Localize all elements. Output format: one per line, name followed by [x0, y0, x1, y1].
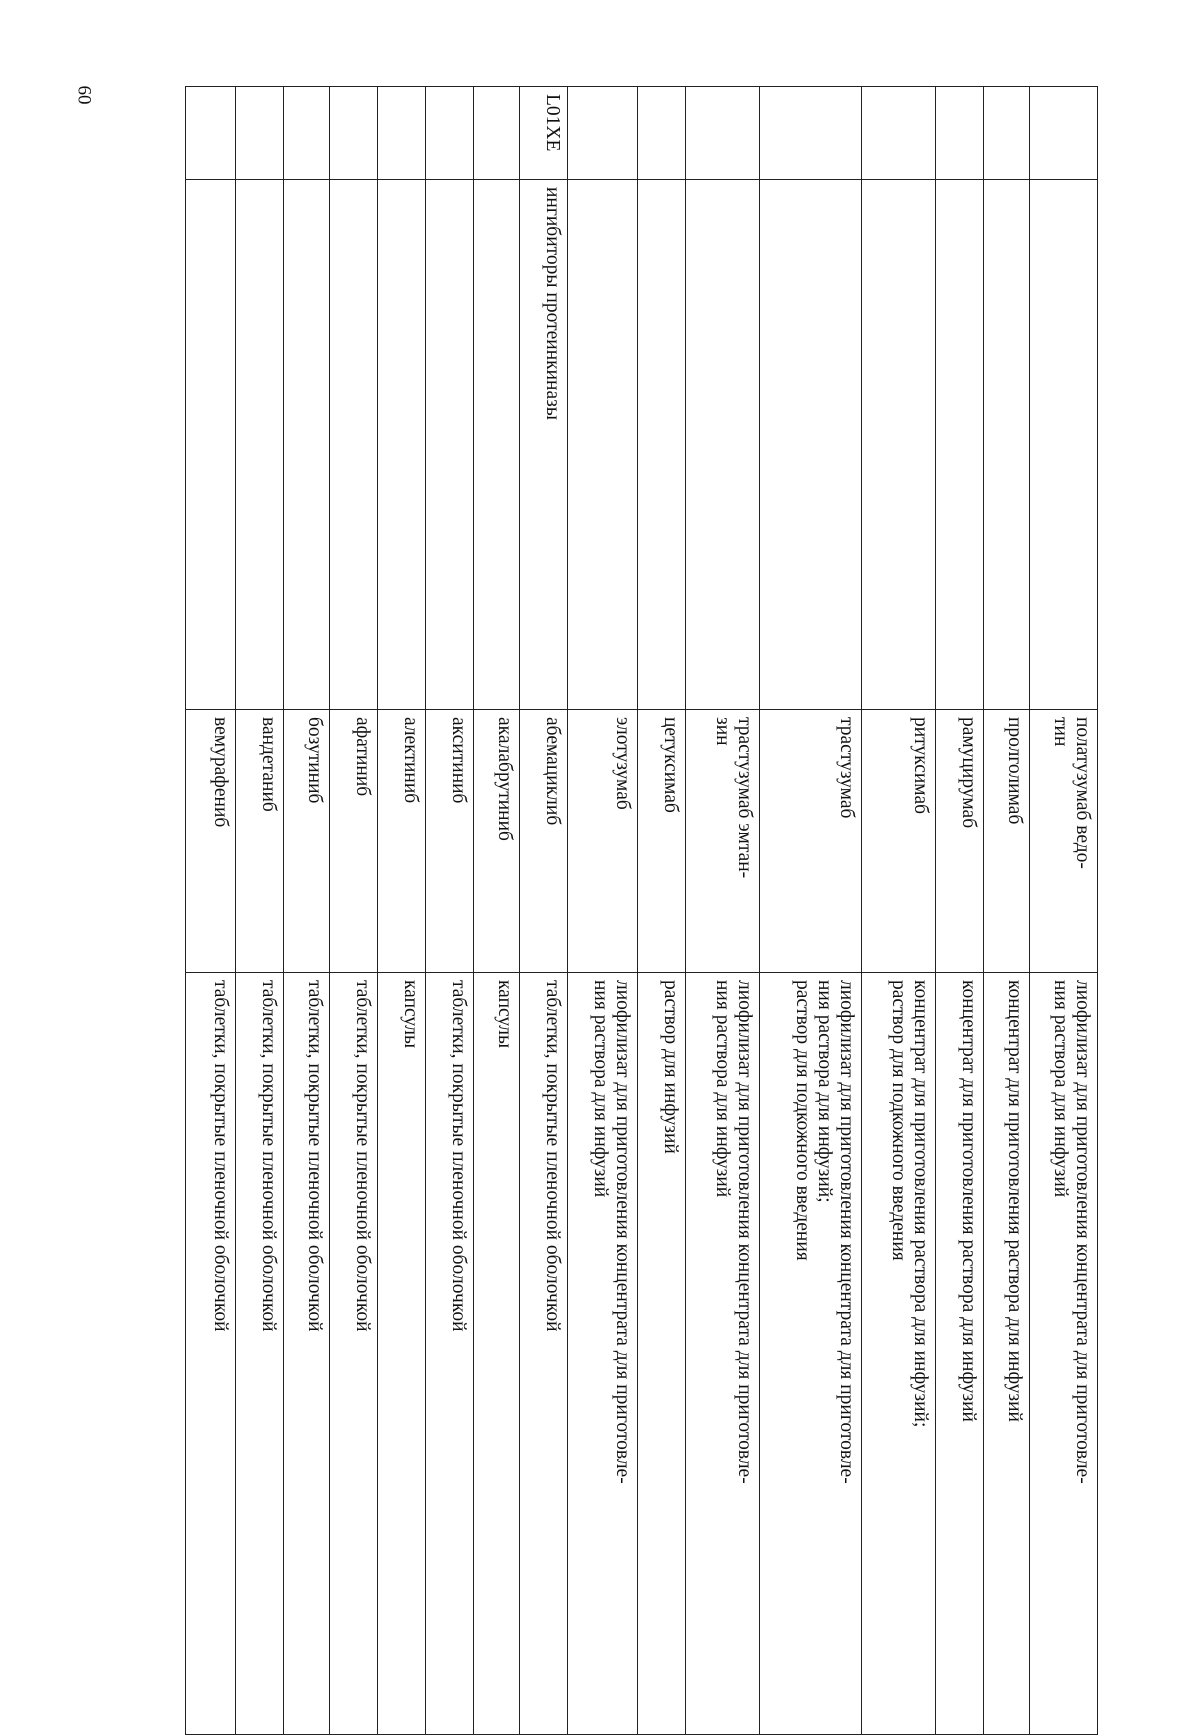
drug-name-cell-text: акалабрутиниб: [494, 717, 515, 841]
dosage-form-cell-text: концентрат для приготовления раствора для инфузий: [958, 980, 979, 1422]
drug-name-cell-text: акситиниб: [448, 717, 469, 804]
drug-name-cell: [284, 710, 330, 973]
drug-name-cell: [686, 710, 760, 973]
page-number: 60: [73, 85, 95, 105]
atc-code-cell: [474, 87, 520, 180]
dosage-form-cell: [284, 973, 330, 1735]
drug-name-cell: [568, 710, 638, 973]
atc-code-cell: [330, 87, 378, 180]
pharm-group-cell: [426, 180, 474, 710]
table-row: [186, 87, 236, 1735]
drug-name-cell-text: абемациклиб: [542, 717, 563, 826]
table-row: [520, 87, 568, 1735]
pharm-group-cell: [638, 180, 686, 710]
dosage-form-cell: [568, 973, 638, 1735]
drug-name-cell-text: полатузумаб ведо- тин: [1050, 717, 1093, 869]
atc-code-cell: [760, 87, 862, 180]
table-row: [936, 87, 984, 1735]
atc-code-cell: [686, 87, 760, 180]
atc-code-cell: [236, 87, 284, 180]
drug-name-cell: [520, 710, 568, 973]
dosage-form-cell-text: капсулы: [494, 980, 515, 1049]
drug-name-cell-text: алектиниб: [400, 717, 421, 804]
dosage-form-cell-text: таблетки, покрытые пленочной оболочкой: [304, 980, 325, 1332]
drug-name-cell: [862, 710, 936, 973]
drug-name-cell-text: пролголимаб: [1004, 717, 1025, 825]
drug-name-cell: [236, 710, 284, 973]
dosage-form-cell: [686, 973, 760, 1735]
atc-code-cell: [1030, 87, 1098, 180]
drug-name-cell-text: вемурафениб: [210, 717, 231, 828]
rotated-page-content: [95, 86, 1098, 1678]
table-row: [378, 87, 426, 1735]
dosage-form-cell: [1030, 973, 1098, 1735]
table-row: [760, 87, 862, 1735]
table-row: [862, 87, 936, 1735]
dosage-form-cell: [426, 973, 474, 1735]
drug-name-cell: [378, 710, 426, 973]
dosage-form-cell: [378, 973, 426, 1735]
drug-name-cell-text: вандетаниб: [258, 717, 279, 812]
table-row: [686, 87, 760, 1735]
dosage-form-cell-text: таблетки, покрытые пленочной оболочкой: [258, 980, 279, 1332]
table-row: [1030, 87, 1098, 1735]
drug-name-cell-text: трастузумаб: [836, 717, 857, 819]
dosage-form-cell: [638, 973, 686, 1735]
atc-code-cell: [638, 87, 686, 180]
drug-name-cell: [186, 710, 236, 973]
dosage-form-cell-text: таблетки, покрытые пленочной оболочкой: [448, 980, 469, 1332]
drug-name-cell: [1030, 710, 1098, 973]
drug-name-cell-text: ритуксимаб: [910, 717, 931, 815]
pharm-group-cell: [936, 180, 984, 710]
dosage-form-cell-text: таблетки, покрытые пленочной оболочкой: [210, 980, 231, 1332]
table-row: [984, 87, 1030, 1735]
pharm-group-cell: [686, 180, 760, 710]
dosage-form-cell: [186, 973, 236, 1735]
atc-code-cell: [426, 87, 474, 180]
atc-code-cell: [568, 87, 638, 180]
dosage-form-cell-text: капсулы: [400, 980, 421, 1049]
pharm-group-cell: [862, 180, 936, 710]
dosage-form-cell-text: таблетки, покрытые пленочной оболочкой: [542, 980, 563, 1332]
drug-name-cell-text: афатиниб: [352, 717, 373, 797]
atc-code-cell: [186, 87, 236, 180]
table-row: [426, 87, 474, 1735]
drug-name-cell-text: трастузумаб эмтан- зин: [712, 717, 755, 879]
drug-name-cell: [426, 710, 474, 973]
pharm-group-cell-text: ингибиторы протеинкиназы: [542, 187, 563, 420]
dosage-form-cell: [520, 973, 568, 1735]
atc-code-cell: [378, 87, 426, 180]
dosage-form-cell-text: раствор для инфузий: [660, 980, 681, 1154]
atc-code-cell: [862, 87, 936, 180]
pharm-group-cell: [284, 180, 330, 710]
drug-name-cell: [330, 710, 378, 973]
drug-name-cell-text: элотузумаб: [612, 717, 633, 810]
atc-code-cell: [984, 87, 1030, 180]
table-row: [568, 87, 638, 1735]
atc-code-cell: [284, 87, 330, 180]
dosage-form-cell: [474, 973, 520, 1735]
pharm-group-cell: [760, 180, 862, 710]
dosage-form-cell-text: концентрат для приготовления раствора для инфузий: [1004, 980, 1025, 1422]
drug-table-body: [186, 87, 1098, 1735]
dosage-form-cell-text: таблетки, покрытые пленочной оболочкой: [352, 980, 373, 1332]
dosage-form-cell: [936, 973, 984, 1735]
pharm-group-cell: [984, 180, 1030, 710]
dosage-form-cell-text: лиофилизат для приготовления концентрата для приготовле- ния раствора для инфузий: [590, 980, 633, 1484]
pharm-group-cell: [236, 180, 284, 710]
dosage-form-cell-text: лиофилизат для приготовления концентрата для приготовле- ния раствора для инфузий: [1050, 980, 1093, 1484]
pharm-group-cell: [568, 180, 638, 710]
atc-code-cell: [936, 87, 984, 180]
dosage-form-cell: [236, 973, 284, 1735]
drug-name-cell-text: рамуцирумаб: [958, 717, 979, 829]
drug-name-cell: [984, 710, 1030, 973]
table-row: [284, 87, 330, 1735]
drug-name-cell: [638, 710, 686, 973]
pharm-group-cell: [1030, 180, 1098, 710]
pharm-group-cell: [474, 180, 520, 710]
dosage-form-cell: [760, 973, 862, 1735]
drug-name-cell-text: бозутиниб: [304, 717, 325, 804]
atc-code-cell-text: L01XE: [542, 94, 563, 152]
dosage-form-cell: [984, 973, 1030, 1735]
pharm-group-cell: [378, 180, 426, 710]
dosage-form-cell-text: лиофилизат для приготовления концентрата для приготовле- ния раствора для инфузий: [712, 980, 755, 1484]
table-row: [474, 87, 520, 1735]
drug-table: [185, 86, 1098, 1735]
table-row: [638, 87, 686, 1735]
table-row: [330, 87, 378, 1735]
dosage-form-cell-text: лиофилизат для приготовления концентрата для приготовле- ния раствора для инфузий; раствор для подкожного введения: [792, 980, 857, 1484]
pharm-group-cell: [186, 180, 236, 710]
drug-name-cell: [474, 710, 520, 973]
pharm-group-cell: [330, 180, 378, 710]
dosage-form-cell: [330, 973, 378, 1735]
drug-name-cell: [936, 710, 984, 973]
drug-name-cell-text: цетуксимаб: [660, 717, 681, 813]
atc-code-cell: [520, 87, 568, 180]
table-row: [236, 87, 284, 1735]
drug-name-cell: [760, 710, 862, 973]
dosage-form-cell: [862, 973, 936, 1735]
pharm-group-cell: [520, 180, 568, 710]
dosage-form-cell-text: концентрат для приготовления раствора для инфузий; раствор для подкожного введения: [888, 980, 931, 1428]
